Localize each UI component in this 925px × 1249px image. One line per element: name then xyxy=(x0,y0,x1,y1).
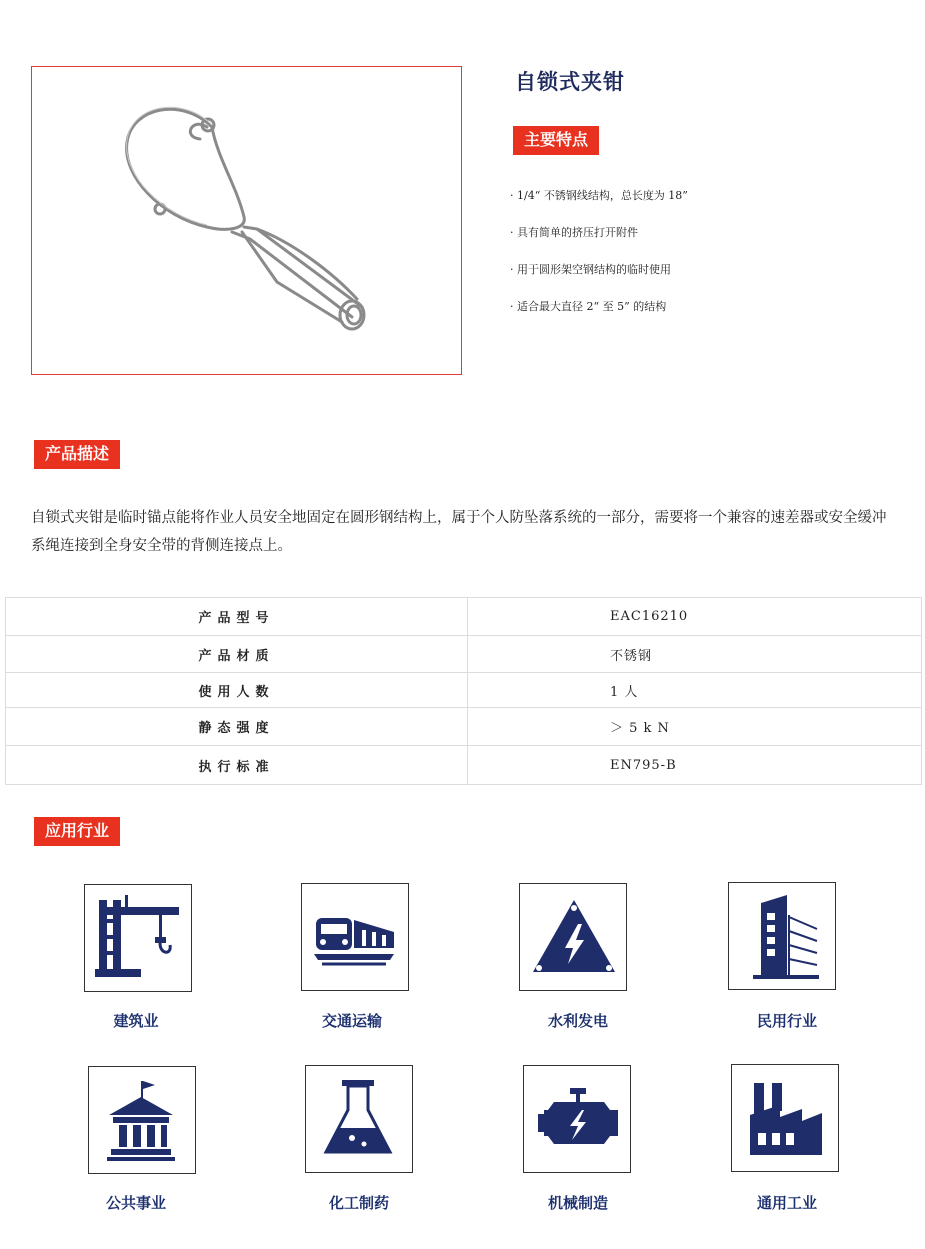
product-image-frame xyxy=(31,66,462,375)
factory-icon xyxy=(731,1064,839,1172)
feature-item: · 1/4“ 不锈钢线结构，总长度为 18” xyxy=(510,189,688,202)
spec-value: ＞ 5 k N xyxy=(468,708,922,746)
spec-key: 执行标准 xyxy=(6,746,468,785)
crane-icon xyxy=(84,884,192,992)
description-text: 自锁式夹钳是临时锚点能将作业人员安全地固定在圆形钢结构上，属于个人防坠落系统的一部分，需要将一个兼容的速差器或安全缓冲系绳连接到全身安全带的背侧连接点上。 xyxy=(31,510,887,554)
spec-key: 使用人数 xyxy=(6,673,468,708)
application-label: 民用行业 xyxy=(756,1012,817,1030)
spec-row xyxy=(6,746,922,785)
feature-item: · 适合最大直径 2“ 至 5” 的结构 xyxy=(510,300,667,313)
flask-icon xyxy=(305,1065,413,1173)
wire-clamp-image xyxy=(32,67,460,373)
application-label: 建筑业 xyxy=(113,1012,159,1030)
application-label: 交通运输 xyxy=(321,1012,382,1030)
description-heading: 产品描述 xyxy=(34,440,120,469)
spec-key: 静态强度 xyxy=(6,708,468,746)
features-heading: 主要特点 xyxy=(513,126,599,155)
applications-heading: 应用行业 xyxy=(34,817,120,846)
product-title: 自锁式夹钳 xyxy=(515,70,625,94)
public-building-icon xyxy=(88,1066,196,1174)
spec-value: 1 人 xyxy=(468,673,922,708)
application-label: 通用工业 xyxy=(756,1194,817,1212)
spec-key: 产品材质 xyxy=(6,636,468,673)
spec-row xyxy=(6,636,922,673)
engine-icon xyxy=(523,1065,631,1173)
application-label: 机械制造 xyxy=(547,1194,608,1212)
spec-value: EAC16210 xyxy=(468,598,922,636)
application-label: 水利发电 xyxy=(547,1012,608,1030)
application-label: 化工制药 xyxy=(328,1194,389,1212)
spec-value: EN795-B xyxy=(468,746,922,785)
spec-row xyxy=(6,673,922,708)
feature-item: · 用于圆形架空钢结构的临时使用 xyxy=(510,263,671,276)
feature-item: · 具有简单的挤压打开附件 xyxy=(510,226,638,239)
application-label: 公共事业 xyxy=(105,1194,166,1212)
high-voltage-icon xyxy=(519,883,627,991)
spec-row xyxy=(6,598,922,636)
spec-key: 产品型号 xyxy=(6,598,468,636)
train-icon xyxy=(301,883,409,991)
spec-table xyxy=(5,597,922,785)
spec-row xyxy=(6,708,922,746)
building-icon xyxy=(728,882,836,990)
spec-value: 不锈钢 xyxy=(468,636,922,673)
